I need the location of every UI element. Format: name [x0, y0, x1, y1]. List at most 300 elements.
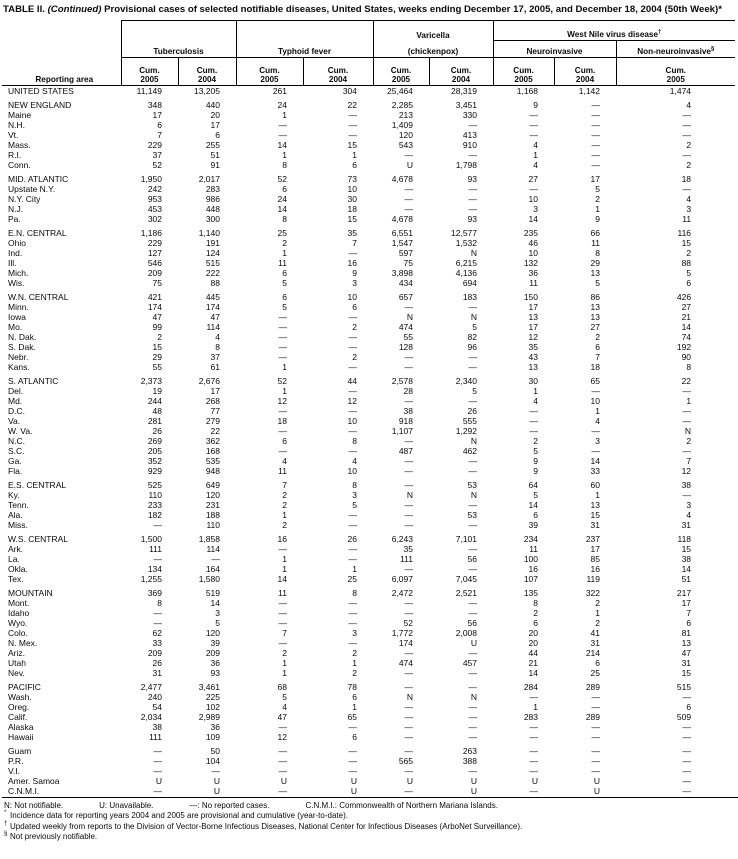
- value-cell-wnv_non_neuroinvasive_cum_2005: 17: [681, 597, 692, 608]
- value-cell-varicella_cum_2004: 53: [467, 479, 478, 490]
- value-cell-varicella_cum_2005: 75: [403, 257, 413, 268]
- value-cell-typhoid_cum_2004: —: [348, 543, 357, 554]
- value-cell-wnv_neuroinvasive_cum_2004: 66: [590, 227, 601, 238]
- value-cell-tb_cum_2005: 2,034: [140, 711, 162, 722]
- value-cell-typhoid_cum_2005: 11: [278, 587, 287, 598]
- value-cell-wnv_non_neuroinvasive_cum_2005: —: [682, 149, 692, 160]
- value-cell-typhoid_cum_2005: 6: [282, 291, 287, 302]
- table-row: [2, 648, 735, 658]
- value-cell-typhoid_cum_2005: —: [278, 445, 287, 456]
- table-row: [2, 248, 735, 258]
- value-cell-tb_cum_2005: 19: [152, 385, 162, 396]
- value-cell-tb_cum_2005: 352: [147, 455, 162, 466]
- col-header-cum-year: Cum. 2004: [178, 57, 236, 85]
- value-cell-tb_cum_2005: 205: [147, 445, 162, 456]
- value-cell-varicella_cum_2004: 56: [467, 617, 478, 628]
- value-cell-varicella_cum_2004: —: [468, 301, 478, 312]
- value-cell-typhoid_cum_2004: U: [350, 785, 357, 796]
- value-cell-varicella_cum_2005: —: [404, 361, 413, 372]
- value-cell-typhoid_cum_2004: —: [348, 425, 357, 436]
- value-cell-wnv_non_neuroinvasive_cum_2005: 509: [676, 711, 692, 722]
- value-cell-typhoid_cum_2004: —: [348, 341, 357, 352]
- value-cell-varicella_cum_2004: 2,340: [455, 375, 478, 386]
- value-cell-typhoid_cum_2004: —: [348, 247, 357, 258]
- value-cell-typhoid_cum_2005: 5: [282, 301, 287, 312]
- value-cell-varicella_cum_2005: 1,547: [391, 237, 413, 248]
- value-cell-typhoid_cum_2005: 1: [282, 667, 287, 678]
- reporting-area-cell: S. ATLANTIC: [8, 375, 59, 386]
- value-cell-varicella_cum_2004: N: [470, 691, 478, 702]
- value-cell-wnv_non_neuroinvasive_cum_2005: 426: [676, 291, 692, 302]
- reporting-area-cell: Fla.: [8, 465, 23, 476]
- footnotes: [2, 798, 736, 843]
- value-cell-typhoid_cum_2005: 25: [277, 227, 287, 238]
- value-cell-varicella_cum_2005: 487: [398, 445, 413, 456]
- value-cell-wnv_neuroinvasive_cum_2004: 13: [590, 301, 601, 312]
- header-row-groups-top: [2, 20, 735, 40]
- value-cell-typhoid_cum_2004: —: [348, 519, 357, 530]
- value-cell-wnv_neuroinvasive_cum_2005: —: [529, 731, 539, 742]
- footnote-text: Updated weekly from reports to the Division of Vector-Borne Infectious Diseases, National Center for Infectious Diseases (ArboNet Surveillance).: [10, 821, 523, 831]
- value-cell-wnv_non_neuroinvasive_cum_2005: 90: [681, 351, 692, 362]
- value-cell-typhoid_cum_2005: 6: [282, 435, 287, 446]
- value-cell-wnv_non_neuroinvasive_cum_2005: 22: [681, 375, 692, 386]
- value-cell-tb_cum_2004: 20: [210, 109, 220, 120]
- value-cell-tb_cum_2004: 986: [205, 193, 220, 204]
- value-cell-wnv_neuroinvasive_cum_2004: 13: [590, 267, 601, 278]
- tuberculosis-header-space: [121, 20, 236, 40]
- value-cell-typhoid_cum_2004: 4: [352, 455, 357, 466]
- value-cell-typhoid_cum_2005: —: [278, 341, 287, 352]
- value-cell-wnv_neuroinvasive_cum_2004: —: [591, 701, 601, 712]
- reporting-area-cell: Idaho: [8, 607, 30, 618]
- value-cell-wnv_neuroinvasive_cum_2004: 214: [585, 647, 601, 658]
- value-cell-tb_cum_2004: 50: [210, 745, 220, 756]
- value-cell-wnv_neuroinvasive_cum_2004: 86: [590, 291, 601, 302]
- reporting-area-cell: Hawaii: [8, 731, 34, 742]
- value-cell-varicella_cum_2005: 174: [398, 637, 413, 648]
- table-row: [2, 292, 735, 302]
- reporting-area-cell: Oreg.: [8, 701, 30, 712]
- value-cell-tb_cum_2004: 17: [210, 385, 220, 396]
- table-row: [2, 692, 735, 702]
- value-cell-tb_cum_2005: 174: [147, 301, 162, 312]
- value-cell-tb_cum_2004: 88: [210, 277, 220, 288]
- value-cell-tb_cum_2005: —: [153, 745, 162, 756]
- value-cell-wnv_neuroinvasive_cum_2005: 100: [523, 553, 539, 564]
- reporting-area-cell: N.H.: [8, 119, 25, 130]
- table-row: [2, 544, 735, 554]
- value-cell-typhoid_cum_2004: 3: [352, 627, 357, 638]
- value-cell-tb_cum_2004: 300: [205, 213, 220, 224]
- value-cell-varicella_cum_2005: 38: [403, 405, 413, 416]
- table-row: [2, 490, 735, 500]
- table-row: [2, 756, 735, 766]
- table-row: [2, 658, 735, 668]
- col-header-cum-year: Cum. 2005: [616, 57, 735, 85]
- table-row: [2, 722, 735, 732]
- value-cell-varicella_cum_2005: —: [404, 681, 413, 692]
- value-cell-typhoid_cum_2004: 15: [347, 139, 357, 150]
- value-cell-varicella_cum_2005: 657: [398, 291, 413, 302]
- value-cell-varicella_cum_2005: N: [406, 691, 413, 702]
- value-cell-wnv_neuroinvasive_cum_2004: 13: [590, 311, 601, 322]
- value-cell-wnv_neuroinvasive_cum_2004: 60: [590, 479, 601, 490]
- value-cell-varicella_cum_2005: 434: [398, 277, 413, 288]
- value-cell-varicella_cum_2004: —: [468, 465, 478, 476]
- reporting-area-cell: Okla.: [8, 563, 28, 574]
- neuroinvasive-header: Neuroinvasive: [493, 40, 616, 57]
- value-cell-wnv_neuroinvasive_cum_2005: 1: [533, 385, 539, 396]
- value-cell-varicella_cum_2004: 555: [462, 415, 478, 426]
- value-cell-wnv_non_neuroinvasive_cum_2005: 2: [686, 139, 692, 150]
- value-cell-wnv_non_neuroinvasive_cum_2005: —: [682, 775, 692, 786]
- value-cell-wnv_non_neuroinvasive_cum_2005: 4: [686, 193, 692, 204]
- table-row: [2, 668, 735, 678]
- value-cell-wnv_neuroinvasive_cum_2004: —: [591, 139, 601, 150]
- value-cell-wnv_non_neuroinvasive_cum_2005: —: [682, 109, 692, 120]
- value-cell-wnv_non_neuroinvasive_cum_2005: 2: [686, 159, 692, 170]
- value-cell-varicella_cum_2004: —: [468, 519, 478, 530]
- table-row: [2, 258, 735, 268]
- table-row: [2, 406, 735, 416]
- value-cell-varicella_cum_2005: 28: [403, 385, 413, 396]
- value-cell-tb_cum_2004: 2,676: [198, 375, 220, 386]
- value-cell-wnv_neuroinvasive_cum_2005: 27: [528, 173, 539, 184]
- value-cell-tb_cum_2004: 39: [210, 637, 220, 648]
- value-cell-typhoid_cum_2004: —: [348, 119, 357, 130]
- value-cell-typhoid_cum_2004: 22: [347, 99, 357, 110]
- value-cell-wnv_neuroinvasive_cum_2004: —: [591, 721, 601, 732]
- value-cell-typhoid_cum_2004: —: [348, 331, 357, 342]
- value-cell-wnv_neuroinvasive_cum_2004: 1: [595, 405, 601, 416]
- value-cell-varicella_cum_2004: 96: [467, 341, 478, 352]
- value-cell-wnv_neuroinvasive_cum_2004: 7: [595, 351, 601, 362]
- value-cell-wnv_neuroinvasive_cum_2005: 9: [533, 99, 539, 110]
- reporting-area-cell: Iowa: [8, 311, 26, 322]
- value-cell-varicella_cum_2004: —: [468, 499, 478, 510]
- table-row: [2, 456, 735, 466]
- value-cell-varicella_cum_2004: —: [468, 563, 478, 574]
- table-row: [2, 702, 735, 712]
- value-cell-wnv_neuroinvasive_cum_2004: 2: [595, 331, 601, 342]
- value-cell-tb_cum_2004: 14: [210, 597, 220, 608]
- value-cell-tb_cum_2004: 110: [206, 519, 220, 530]
- value-cell-varicella_cum_2004: —: [468, 543, 478, 554]
- value-cell-varicella_cum_2004: —: [468, 731, 478, 742]
- value-cell-wnv_neuroinvasive_cum_2004: 1: [595, 489, 601, 500]
- reporting-area-cell: V.I.: [8, 765, 20, 776]
- value-cell-wnv_non_neuroinvasive_cum_2005: —: [682, 489, 692, 500]
- value-cell-tb_cum_2005: 52: [152, 159, 162, 170]
- value-cell-tb_cum_2005: 99: [152, 321, 162, 332]
- value-cell-varicella_cum_2005: —: [404, 563, 413, 574]
- value-cell-wnv_non_neuroinvasive_cum_2005: —: [682, 183, 692, 194]
- reporting-area-cell: E.S. CENTRAL: [8, 479, 67, 490]
- value-cell-wnv_non_neuroinvasive_cum_2005: 14: [681, 321, 692, 332]
- value-cell-wnv_neuroinvasive_cum_2004: —: [591, 129, 601, 140]
- value-cell-wnv_neuroinvasive_cum_2005: 35: [528, 341, 539, 352]
- table-row: [2, 120, 735, 130]
- value-cell-tb_cum_2005: 26: [152, 657, 162, 668]
- value-cell-tb_cum_2004: 649: [205, 479, 220, 490]
- value-cell-tb_cum_2005: 48: [152, 405, 162, 416]
- value-cell-varicella_cum_2005: —: [404, 479, 413, 490]
- value-cell-varicella_cum_2005: —: [404, 745, 413, 756]
- value-cell-varicella_cum_2004: 462: [462, 445, 478, 456]
- value-cell-varicella_cum_2004: 3,451: [455, 99, 478, 110]
- value-cell-varicella_cum_2004: 26: [467, 405, 478, 416]
- value-cell-wnv_neuroinvasive_cum_2005: —: [529, 721, 539, 732]
- value-cell-wnv_non_neuroinvasive_cum_2005: 1: [686, 395, 692, 406]
- value-cell-wnv_non_neuroinvasive_cum_2005: —: [682, 129, 692, 140]
- value-cell-wnv_neuroinvasive_cum_2004: —: [591, 385, 601, 396]
- notifiable-diseases-table: [2, 20, 735, 796]
- value-cell-wnv_non_neuroinvasive_cum_2005: —: [682, 745, 692, 756]
- reporting-area-cell: Ky.: [8, 489, 20, 500]
- value-cell-tb_cum_2005: 209: [147, 647, 162, 658]
- reporting-area-cell: Wyo.: [8, 617, 28, 628]
- value-cell-varicella_cum_2005: 1,772: [391, 627, 413, 638]
- value-cell-typhoid_cum_2005: 1: [282, 109, 287, 120]
- value-cell-varicella_cum_2004: 82: [467, 331, 478, 342]
- value-cell-typhoid_cum_2004: 5: [352, 499, 357, 510]
- value-cell-wnv_neuroinvasive_cum_2005: 107: [523, 573, 539, 584]
- table-row: [2, 352, 735, 362]
- table-row: [2, 268, 735, 278]
- value-cell-tb_cum_2004: 231: [205, 499, 220, 510]
- table-row: [2, 194, 735, 204]
- value-cell-typhoid_cum_2005: 6: [282, 183, 287, 194]
- value-cell-tb_cum_2005: 111: [149, 731, 162, 742]
- value-cell-typhoid_cum_2004: —: [348, 607, 357, 618]
- value-cell-typhoid_cum_2005: 68: [277, 681, 287, 692]
- value-cell-typhoid_cum_2005: —: [278, 543, 287, 554]
- value-cell-varicella_cum_2004: 7,045: [455, 573, 478, 584]
- value-cell-varicella_cum_2004: 53: [467, 509, 478, 520]
- value-cell-tb_cum_2005: 525: [147, 479, 162, 490]
- value-cell-tb_cum_2004: 91: [210, 159, 220, 170]
- value-cell-tb_cum_2005: 1,950: [140, 173, 162, 184]
- value-cell-wnv_non_neuroinvasive_cum_2005: 74: [681, 331, 692, 342]
- value-cell-wnv_neuroinvasive_cum_2004: 15: [590, 509, 601, 520]
- reporting-area-cell: D.C.: [8, 405, 25, 416]
- value-cell-typhoid_cum_2004: 6: [352, 301, 357, 312]
- value-cell-wnv_neuroinvasive_cum_2004: 3: [595, 435, 601, 446]
- reporting-area-cell: Wash.: [8, 691, 32, 702]
- value-cell-typhoid_cum_2004: —: [348, 445, 357, 456]
- value-cell-wnv_non_neuroinvasive_cum_2005: 118: [677, 533, 692, 544]
- value-cell-typhoid_cum_2004: —: [348, 637, 357, 648]
- value-cell-typhoid_cum_2005: 1: [282, 657, 287, 668]
- value-cell-tb_cum_2005: 240: [147, 691, 162, 702]
- value-cell-typhoid_cum_2005: —: [278, 785, 287, 796]
- value-cell-wnv_neuroinvasive_cum_2005: —: [529, 755, 539, 766]
- value-cell-wnv_non_neuroinvasive_cum_2005: —: [682, 445, 692, 456]
- value-cell-wnv_neuroinvasive_cum_2004: 29: [590, 257, 601, 268]
- table-row: [2, 362, 735, 372]
- value-cell-varicella_cum_2004: 6,215: [455, 257, 478, 268]
- value-cell-typhoid_cum_2004: 1: [352, 149, 357, 160]
- value-cell-tb_cum_2004: 61: [210, 361, 220, 372]
- value-cell-typhoid_cum_2004: —: [348, 745, 357, 756]
- value-cell-wnv_neuroinvasive_cum_2004: —: [591, 425, 601, 436]
- value-cell-typhoid_cum_2004: 10: [347, 465, 357, 476]
- value-cell-varicella_cum_2005: —: [404, 351, 413, 362]
- value-cell-varicella_cum_2005: N: [406, 489, 413, 500]
- value-cell-typhoid_cum_2005: 2: [282, 499, 287, 510]
- tuberculosis-header: Tuberculosis: [121, 40, 236, 57]
- value-cell-wnv_neuroinvasive_cum_2004: U: [593, 785, 601, 796]
- value-cell-wnv_neuroinvasive_cum_2004: 33: [590, 465, 601, 476]
- value-cell-wnv_neuroinvasive_cum_2004: 289: [585, 711, 601, 722]
- value-cell-varicella_cum_2005: —: [404, 455, 413, 466]
- value-cell-typhoid_cum_2004: 15: [347, 213, 357, 224]
- value-cell-tb_cum_2005: 182: [147, 509, 162, 520]
- value-cell-varicella_cum_2004: 183: [462, 291, 478, 302]
- value-cell-wnv_non_neuroinvasive_cum_2005: 7: [686, 455, 692, 466]
- value-cell-typhoid_cum_2005: 5: [282, 691, 287, 702]
- value-cell-tb_cum_2004: U: [213, 785, 220, 796]
- col-header-cum-year: Cum. 2005: [373, 57, 429, 85]
- value-cell-tb_cum_2004: 13,205: [194, 85, 220, 96]
- value-cell-wnv_non_neuroinvasive_cum_2005: —: [682, 731, 692, 742]
- value-cell-varicella_cum_2004: —: [468, 395, 478, 406]
- wnv-dagger-footnote-marker: †: [658, 28, 662, 35]
- value-cell-varicella_cum_2005: —: [404, 519, 413, 530]
- value-cell-tb_cum_2005: —: [153, 755, 162, 766]
- value-cell-typhoid_cum_2004: 6: [352, 159, 357, 170]
- value-cell-varicella_cum_2005: 6,551: [391, 227, 413, 238]
- value-cell-tb_cum_2004: 47: [210, 311, 220, 322]
- value-cell-tb_cum_2004: 120: [205, 627, 220, 638]
- value-cell-typhoid_cum_2005: 1: [282, 553, 287, 564]
- value-cell-tb_cum_2005: 62: [152, 627, 162, 638]
- value-cell-wnv_neuroinvasive_cum_2005: —: [529, 183, 539, 194]
- value-cell-wnv_neuroinvasive_cum_2005: 2: [533, 607, 539, 618]
- value-cell-tb_cum_2004: 77: [210, 405, 220, 416]
- value-cell-varicella_cum_2005: —: [404, 193, 413, 204]
- value-cell-wnv_neuroinvasive_cum_2004: 322: [585, 587, 601, 598]
- reporting-area-cell: W. Va.: [8, 425, 33, 436]
- value-cell-varicella_cum_2005: —: [404, 647, 413, 658]
- value-cell-tb_cum_2005: 111: [149, 543, 162, 554]
- value-cell-wnv_non_neuroinvasive_cum_2005: 3: [686, 203, 692, 214]
- value-cell-tb_cum_2005: 47: [152, 311, 162, 322]
- table-row: [2, 638, 735, 648]
- footnote-item: * Incidence data for reporting years 2004 and 2005 are provisional and cumulative (year-to-date).: [4, 810, 348, 820]
- value-cell-varicella_cum_2005: —: [404, 667, 413, 678]
- value-cell-wnv_neuroinvasive_cum_2005: —: [529, 119, 539, 130]
- value-cell-wnv_neuroinvasive_cum_2005: 9: [533, 465, 539, 476]
- value-cell-varicella_cum_2005: 2,472: [391, 587, 413, 598]
- value-cell-varicella_cum_2004: N: [470, 247, 478, 258]
- value-cell-wnv_non_neuroinvasive_cum_2005: 38: [681, 479, 692, 490]
- value-cell-tb_cum_2005: 54: [152, 701, 162, 712]
- value-cell-wnv_neuroinvasive_cum_2004: 11: [591, 237, 601, 248]
- reporting-area-cell: Vt.: [8, 129, 19, 140]
- value-cell-typhoid_cum_2004: 8: [352, 587, 357, 598]
- table-row: [2, 342, 735, 352]
- value-cell-tb_cum_2004: 279: [205, 415, 220, 426]
- table-title-continued: (Continued): [47, 4, 102, 15]
- value-cell-wnv_neuroinvasive_cum_2005: 64: [528, 479, 539, 490]
- reporting-area-cell: NEW ENGLAND: [8, 99, 72, 110]
- value-cell-wnv_neuroinvasive_cum_2005: —: [529, 425, 539, 436]
- value-cell-wnv_non_neuroinvasive_cum_2005: 4: [686, 509, 692, 520]
- value-cell-wnv_neuroinvasive_cum_2004: 5: [595, 277, 601, 288]
- table-row: [2, 608, 735, 618]
- value-cell-tb_cum_2005: 281: [147, 415, 162, 426]
- value-cell-typhoid_cum_2005: 14: [277, 203, 287, 214]
- reporting-area-cell: MID. ATLANTIC: [8, 173, 69, 184]
- value-cell-typhoid_cum_2004: 10: [347, 291, 357, 302]
- value-cell-typhoid_cum_2005: —: [278, 321, 287, 332]
- reporting-area-cell: Alaska: [8, 721, 34, 732]
- value-cell-wnv_neuroinvasive_cum_2005: —: [529, 109, 539, 120]
- value-cell-wnv_neuroinvasive_cum_2004: —: [591, 691, 601, 702]
- value-cell-varicella_cum_2004: 4,136: [455, 267, 478, 278]
- value-cell-typhoid_cum_2005: 5: [282, 277, 287, 288]
- table-title-number: TABLE II.: [3, 4, 45, 15]
- value-cell-tb_cum_2004: 168: [205, 445, 220, 456]
- value-cell-tb_cum_2004: 3: [215, 607, 220, 618]
- value-cell-tb_cum_2004: 448: [205, 203, 220, 214]
- value-cell-wnv_neuroinvasive_cum_2005: 3: [533, 203, 539, 214]
- value-cell-tb_cum_2004: 188: [205, 509, 220, 520]
- value-cell-varicella_cum_2005: —: [404, 711, 413, 722]
- reporting-area-cell: Ill.: [8, 257, 17, 268]
- col-header-cum-year: Cum. 2005: [493, 57, 554, 85]
- value-cell-wnv_non_neuroinvasive_cum_2005: 38: [681, 553, 692, 564]
- value-cell-wnv_neuroinvasive_cum_2004: 5: [595, 183, 601, 194]
- value-cell-typhoid_cum_2005: 1: [282, 563, 287, 574]
- value-cell-wnv_neuroinvasive_cum_2004: 2: [595, 193, 601, 204]
- reporting-area-cell: Kans.: [8, 361, 30, 372]
- value-cell-tb_cum_2005: —: [153, 617, 162, 628]
- value-cell-varicella_cum_2004: —: [468, 765, 478, 776]
- value-cell-varicella_cum_2004: —: [468, 597, 478, 608]
- value-cell-typhoid_cum_2005: —: [278, 765, 287, 776]
- value-cell-typhoid_cum_2004: 16: [347, 257, 357, 268]
- value-cell-wnv_non_neuroinvasive_cum_2005: 116: [677, 227, 692, 238]
- value-cell-wnv_neuroinvasive_cum_2004: 16: [590, 563, 601, 574]
- table-row: [2, 238, 735, 248]
- table-row: [2, 184, 735, 194]
- value-cell-typhoid_cum_2004: 26: [347, 533, 357, 544]
- value-cell-wnv_non_neuroinvasive_cum_2005: 12: [681, 465, 692, 476]
- reporting-area-header: Reporting area: [2, 20, 121, 85]
- value-cell-tb_cum_2005: 953: [147, 193, 162, 204]
- table-row: [2, 480, 735, 490]
- reporting-area-cell: Va.: [8, 415, 21, 426]
- value-cell-typhoid_cum_2005: —: [278, 119, 287, 130]
- value-cell-wnv_neuroinvasive_cum_2004: 8: [595, 247, 601, 258]
- table-row: [2, 85, 735, 96]
- value-cell-varicella_cum_2005: 55: [403, 331, 413, 342]
- value-cell-typhoid_cum_2004: 25: [347, 573, 357, 584]
- value-cell-varicella_cum_2005: 120: [398, 129, 413, 140]
- value-cell-varicella_cum_2004: —: [468, 607, 478, 618]
- value-cell-tb_cum_2005: 127: [147, 247, 162, 258]
- table-row: [2, 466, 735, 476]
- value-cell-wnv_neuroinvasive_cum_2005: 20: [528, 627, 539, 638]
- table-row: [2, 574, 735, 584]
- value-cell-varicella_cum_2004: 5: [472, 321, 478, 332]
- value-cell-wnv_neuroinvasive_cum_2004: —: [591, 765, 601, 776]
- value-cell-varicella_cum_2005: —: [404, 465, 413, 476]
- reporting-area-cell: Mich.: [8, 267, 29, 278]
